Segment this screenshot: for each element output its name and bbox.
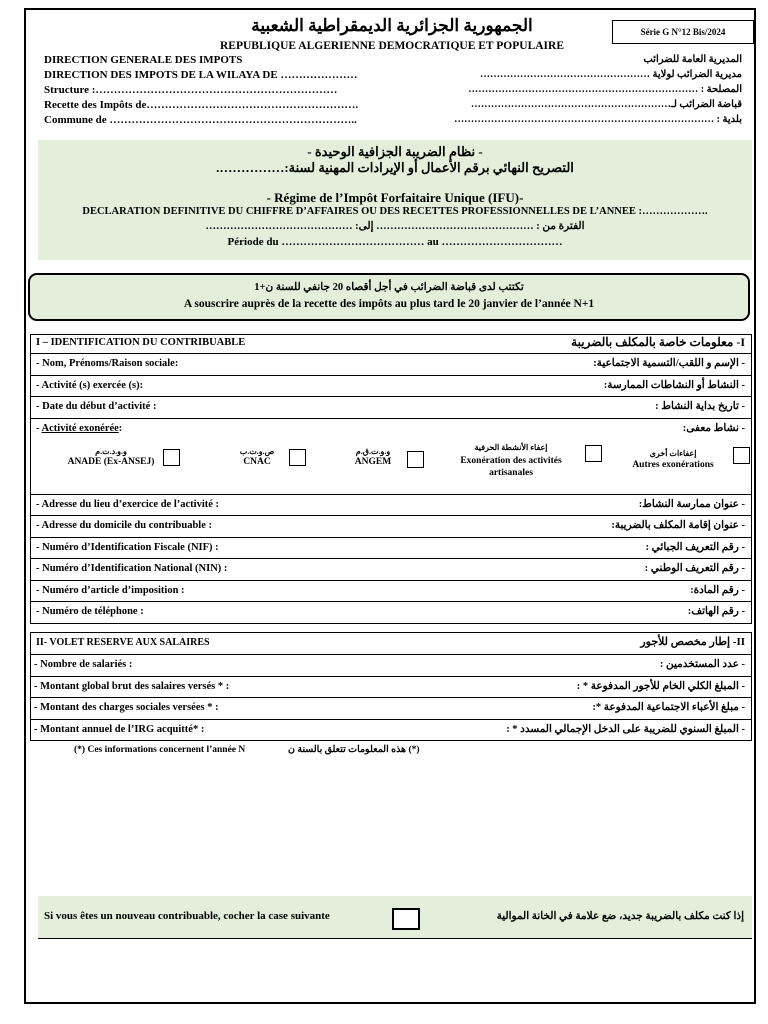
- exemption-cnac-label: CNAC: [243, 456, 271, 467]
- header-left-line: DIRECTION DES IMPOTS DE LA WILAYA DE …………………: [44, 69, 358, 81]
- exemption-row: [31, 418, 751, 494]
- section-header: [31, 633, 751, 654]
- section-title-fr: I – IDENTIFICATION DU CONTRIBUABLE: [36, 337, 246, 348]
- row-label-fr: - Numéro d’Identification National (NIN) :: [36, 563, 228, 574]
- row-label-ar: - عنوان إقامة المكلف بالضريبة:: [611, 520, 745, 531]
- anade-checkbox[interactable]: [163, 449, 180, 466]
- exemption-anade-ar: و.و.د.ت.م: [95, 446, 127, 456]
- exemption-label-ar: - نشاط معفى:: [682, 422, 745, 434]
- row-label-ar: - تاريخ بداية النشاط :: [655, 401, 745, 412]
- header-right-line: بلدية : ……………………………………………………………………: [454, 114, 742, 125]
- row-label-fr: - Nombre de salariés :: [34, 659, 133, 670]
- row-label-fr: - Activité (s) exercée (s):: [36, 379, 144, 391]
- angem-checkbox[interactable]: [407, 451, 424, 468]
- header-right-line: المصلحة : ……………………………………………………………: [468, 84, 742, 95]
- other-exemption-checkbox[interactable]: [733, 447, 750, 464]
- row-label-fr: - Montant des charges sociales versées * :: [34, 702, 219, 713]
- header-left-line: Structure :…………………………………………………………: [44, 84, 338, 96]
- regime-box: [38, 140, 752, 260]
- deadline-ar: تكتتب لدى قباضة الضرائب في أجل أقصاه 20 جانفي للسنة ن+1: [254, 282, 524, 293]
- form-row[interactable]: [31, 558, 751, 580]
- row-label-fr: - Adresse du domicile du contribuable :: [36, 520, 212, 531]
- row-label-fr: - Montant global brut des salaires versés * :: [34, 680, 230, 692]
- new-taxpayer-fr: Si vous êtes un nouveau contribuable, cocher la case suivante: [44, 910, 330, 922]
- section-identification: [30, 334, 752, 624]
- republic-title-fr: REPUBLIQUE ALGERIENNE DEMOCRATIQUE ET POPULAIRE: [220, 40, 564, 52]
- row-label-ar: - رقم المادة:: [690, 584, 745, 596]
- new-taxpayer-box: [38, 896, 752, 938]
- form-row[interactable]: [31, 396, 751, 418]
- exemption-other-label: Autres exonérations: [632, 459, 714, 470]
- form-row[interactable]: [31, 537, 751, 559]
- form-row[interactable]: [31, 580, 751, 602]
- form-row[interactable]: [31, 654, 751, 676]
- section-title-ar: II- إطار مخصص للأجور: [640, 636, 745, 648]
- form-row[interactable]: [31, 676, 751, 698]
- form-row[interactable]: [31, 375, 751, 397]
- republic-title-ar: الجمهورية الجزائرية الديمقراطية الشعبية: [251, 16, 533, 35]
- footer-underline: [38, 938, 752, 939]
- row-label-fr: - Adresse du lieu d’exercice de l’activité :: [36, 498, 220, 510]
- regime-period-fr: Période du ………………………………… au ……………………………: [227, 236, 563, 248]
- header-left-line: Recette des Impôts de………………………………………………….: [44, 99, 359, 111]
- row-label-ar: - رقم الهاتف:: [687, 606, 745, 617]
- note-ar: (*) هذه المعلومات تتعلق بالسنة ن: [288, 745, 420, 755]
- row-label-ar: - عدد المستخدمين :: [659, 659, 745, 670]
- section-title-fr: II- VOLET RESERVE AUX SALAIRES: [36, 637, 210, 648]
- deadline-fr: A souscrire auprès de la recette des impôts au plus tard le 20 janvier de l’année N+1: [183, 298, 595, 310]
- regime-title-fr: - Régime de l’Impôt Forfaitaire Unique (IFU)-: [266, 190, 524, 205]
- new-taxpayer-checkbox[interactable]: [392, 908, 420, 930]
- section-title-ar: I- معلومات خاصة بالمكلف بالضريبة: [571, 335, 745, 349]
- header-right-line: المديرية العامة للضرائب: [643, 54, 742, 65]
- regime-declaration-ar: التصريح النهائي برقم الأعمال أو الإيرادات المهنية لسنة:…………….: [216, 160, 574, 175]
- header-left-line: Commune de …………………………………………………………..: [44, 114, 357, 126]
- header-right-line: مديرية الضرائب لولاية ……………………………………………: [479, 69, 742, 80]
- artisanal-checkbox[interactable]: [585, 445, 602, 462]
- exemption-other-ar: إعفاءات أخرى: [649, 448, 697, 458]
- exemption-artisanal-ar: إعفاء الأنشطة الحرفية: [474, 442, 548, 452]
- form-row[interactable]: [31, 719, 751, 741]
- exemption-label-fr: - Activité exonérée:: [36, 422, 123, 434]
- row-label-ar: - الإسم و اللقب/التسمية الاجتماعية:: [593, 358, 745, 369]
- form-row[interactable]: [31, 353, 751, 375]
- cnac-checkbox[interactable]: [289, 449, 306, 466]
- row-label-fr: - Montant annuel de l’IRG acquitté* :: [34, 723, 205, 735]
- row-label-ar: - المبلغ الكلي الخام للأجور المدفوعة * :: [576, 680, 745, 692]
- series-box: Série G N°12 Bis/2024: [612, 20, 754, 44]
- section-salaries: [30, 632, 752, 741]
- row-label-fr: - Numéro de téléphone :: [36, 606, 144, 617]
- header-right-line: قباضة الضرائب لـ……………………………………………………: [470, 99, 742, 110]
- row-label-ar: - المبلغ السنوي للضريبة على الدخل الإجمالي المسدد * :: [506, 723, 745, 735]
- row-label-fr: - Nom, Prénoms/Raison sociale:: [36, 358, 179, 369]
- form-row[interactable]: [31, 601, 751, 623]
- row-label-ar: - مبلغ الأعباء الاجتماعية المدفوعة *:: [592, 702, 745, 713]
- deadline-box: [28, 273, 750, 321]
- form-row[interactable]: [31, 494, 751, 516]
- row-label-ar: - رقم التعريف الجبائي :: [645, 541, 745, 553]
- section-header: [31, 335, 751, 353]
- exemption-cnac-ar: ص.و.ت.ب: [239, 446, 275, 456]
- regime-declaration-fr: DECLARATION DEFINITIVE DU CHIFFRE D’AFFAIRES OU DES RECETTES PROFESSIONNELLES DE L’ANNEE :……………….: [82, 206, 708, 217]
- row-label-ar: - رقم التعريف الوطني :: [644, 563, 745, 574]
- form-page: [24, 8, 756, 1004]
- form-row[interactable]: [31, 515, 751, 537]
- row-label-fr: - Numéro d’article d’imposition :: [36, 584, 185, 596]
- exemption-angem-label: ANGEM: [354, 456, 392, 467]
- regime-period-ar: الفترة من : ……………………………………… إلى: ……………………………………: [205, 221, 585, 232]
- row-label-fr: - Date du début d’activité :: [36, 401, 157, 412]
- row-label-ar: - عنوان ممارسة النشاط:: [638, 498, 745, 510]
- new-taxpayer-ar: إذا كنت مكلف بالضريبة جديد، ضع علامة في الخانة الموالية: [496, 911, 744, 922]
- header-left-line: DIRECTION GENERALE DES IMPOTS: [44, 54, 243, 66]
- regime-title-ar: - نظام الضريبة الجزافية الوحيدة -: [307, 144, 483, 159]
- row-label-fr: - Numéro d’Identification Fiscale (NIF) :: [36, 541, 219, 553]
- exemption-angem-ar: و.و.ت.ق.م: [355, 446, 391, 456]
- form-row[interactable]: [31, 697, 751, 719]
- row-label-ar: - النشاط أو النشاطات الممارسة:: [603, 379, 745, 391]
- exemption-anade-label: ANADE (Ex-ANSEJ): [67, 456, 155, 467]
- note-fr: (*) Ces informations concernent l’année N: [74, 745, 246, 755]
- exemption-artisanal-label: Exonération des activités artisanales: [460, 455, 562, 478]
